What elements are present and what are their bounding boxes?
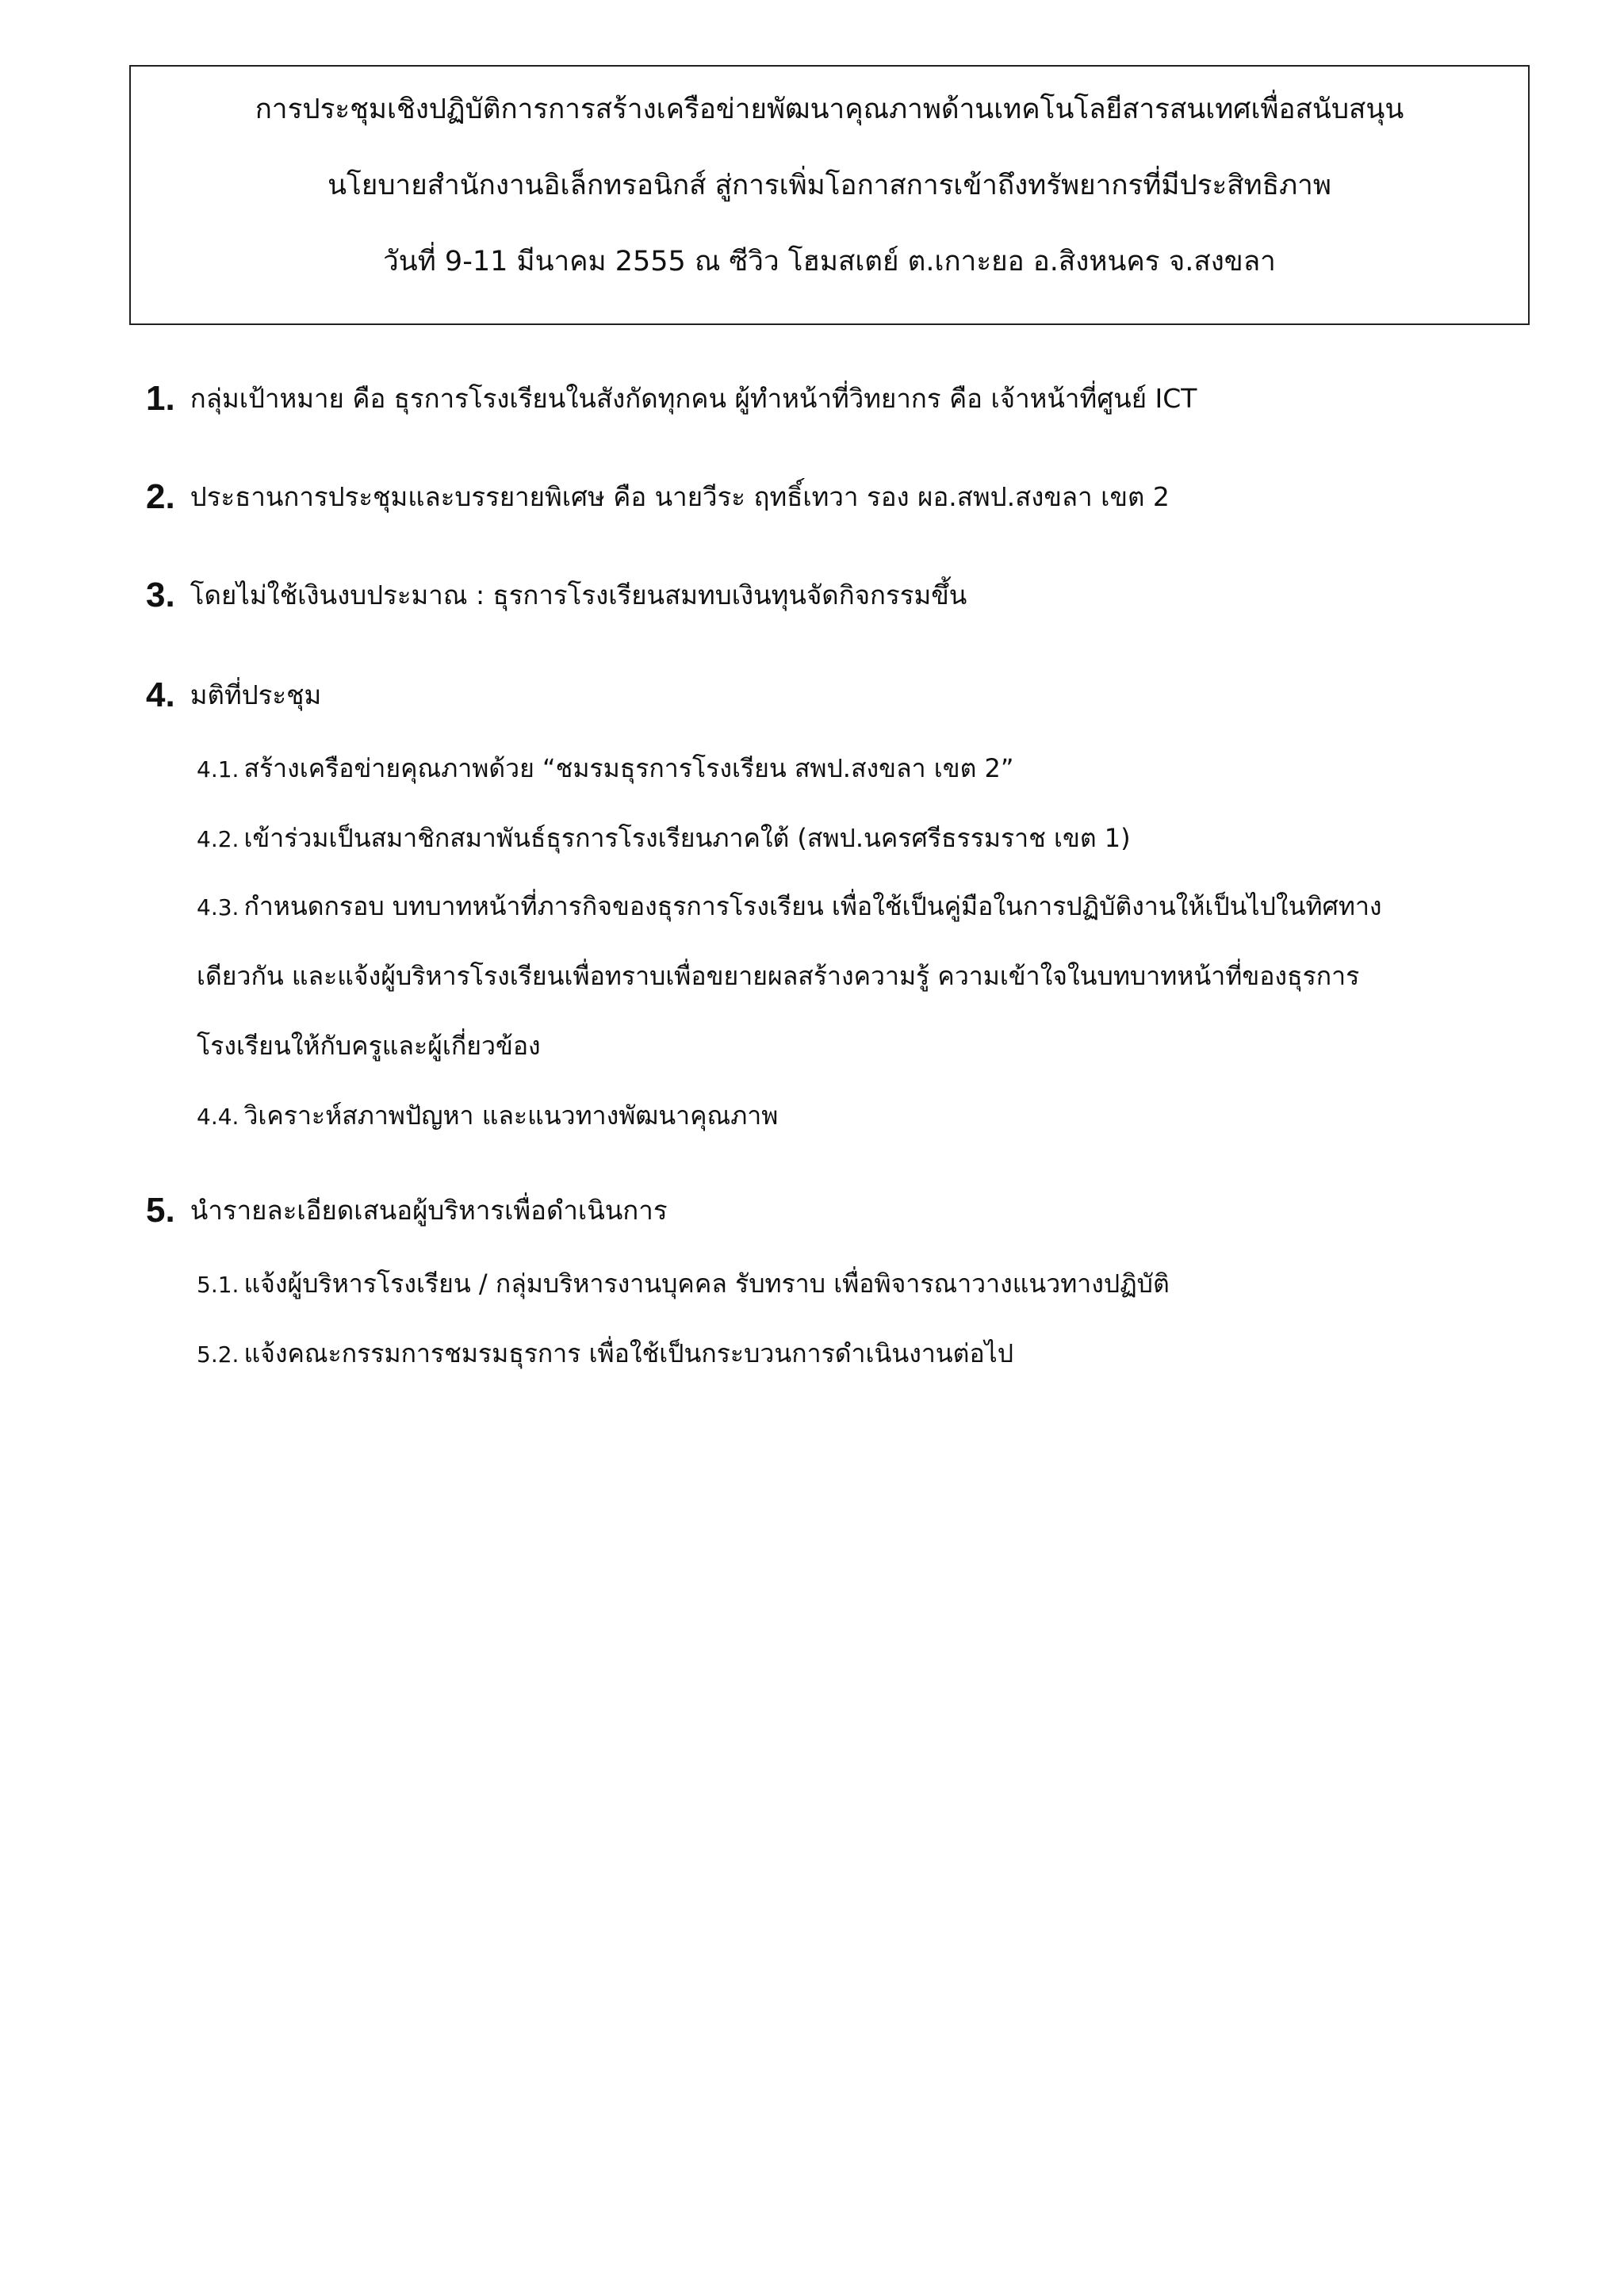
resolution-4-3-continuation-1: เดียวกัน และแจ้งผู้บริหารโรงเรียนเพื่อทราบเพื่อขยายผลสร้างความรู้ ความเข้าใจในบทบาทหน้าที่ของธุรการ [197,961,1360,991]
item-number-3: 3. [146,575,175,614]
action-text: แจ้งผู้บริหารโรงเรียน / กลุ่มบริหารงานบุคคล รับทราบ เพื่อพิจารณาวางแนวทางปฏิบัติ [243,1269,1170,1299]
action-number: 5.2. [197,1341,239,1368]
resolution-text: สร้างเครือข่ายคุณภาพด้วย “ชมรมธุรการโรงเรียน สพป.สงขลา เขต 2” [243,753,1014,783]
resolution-number: 4.1. [197,756,239,783]
item-number-1: 1. [146,378,175,418]
action-5-2 [197,1334,1013,1374]
title-line-3: วันที่ 9-11 มีนาคม 2555 ณ ซีวิว โฮมสเตย์ ต.เกาะยอ อ.สิงหนคร จ.สงขลา [383,246,1276,277]
title-line-2: นโยบายสำนักงานอิเล็กทรอนิกส์ สู่การเพิ่มโอกาสการเข้าถึงทรัพยากรที่มีประสิทธิภาพ [327,170,1331,201]
list-item-1 [146,377,1197,419]
list-item-2 [146,476,1170,518]
action-text: แจ้งคณะกรรมการชมรมธุรการ เพื่อใช้เป็นกระบวนการดำเนินงานต่อไป [243,1338,1014,1368]
resolution-4-4 [197,1096,778,1136]
item-text-5: นำรายละเอียดเสนอผู้บริหารเพื่อดำเนินการ [190,1195,668,1226]
action-5-1 [197,1264,1170,1304]
item-number-4: 4. [146,675,175,714]
item-text-3: โดยไม่ใช้เงินงบประมาณ : ธุรการโรงเรียนสมทบเงินทุนจัดกิจกรรมขึ้น [190,580,967,610]
resolution-text: วิเคราะห์สภาพปัญหา และแนวทางพัฒนาคุณภาพ [243,1100,779,1131]
resolution-4-1 [197,748,1013,789]
item-text-1: กลุ่มเป้าหมาย คือ ธุรการโรงเรียนในสังกัดทุกคน ผู้ทำหน้าที่วิทยากร คือ เจ้าหน้าที่ศูนย์ ICT [190,383,1197,414]
resolution-number: 4.4. [197,1104,239,1130]
resolution-text: เข้าร่วมเป็นสมาชิกสมาพันธ์ธุรการโรงเรียนภาคใต้ (สพป.นครศรีธรรมราช เขต 1) [243,823,1131,853]
resolution-number: 4.2. [197,826,239,852]
resolution-text: กำหนดกรอบ บทบาทหน้าที่ภารกิจของธุรการโรงเรียน เพื่อใช้เป็นคู่มือในการปฏิบัติงานให้เป็นไปในทิศทาง [243,891,1382,921]
list-item-3 [146,574,967,616]
item-text-2: ประธานการประชุมและบรรยายพิเศษ คือ นายวีระ ฤทธิ์เทวา รอง ผอ.สพป.สงขลา เขต 2 [190,481,1170,512]
item-text-4: มติที่ประชุม [190,679,322,710]
resolution-number: 4.3. [197,894,239,920]
resolution-4-2 [197,818,1131,859]
title-line-1: การประชุมเชิงปฏิบัติการการสร้างเครือข่ายพัฒนาคุณภาพด้านเทคโนโลยีสารสนเทศเพื่อสนับสนุน [255,94,1404,125]
item-number-2: 2. [146,476,175,516]
resolution-4-3 [197,886,1382,927]
list-item-5 [146,1189,668,1231]
resolution-4-3-continuation-2: โรงเรียนให้กับครูและผู้เกี่ยวข้อง [197,1031,541,1061]
list-item-4 [146,674,321,716]
item-number-5: 5. [146,1190,175,1230]
action-number: 5.1. [197,1272,239,1298]
title-box [129,65,1530,325]
